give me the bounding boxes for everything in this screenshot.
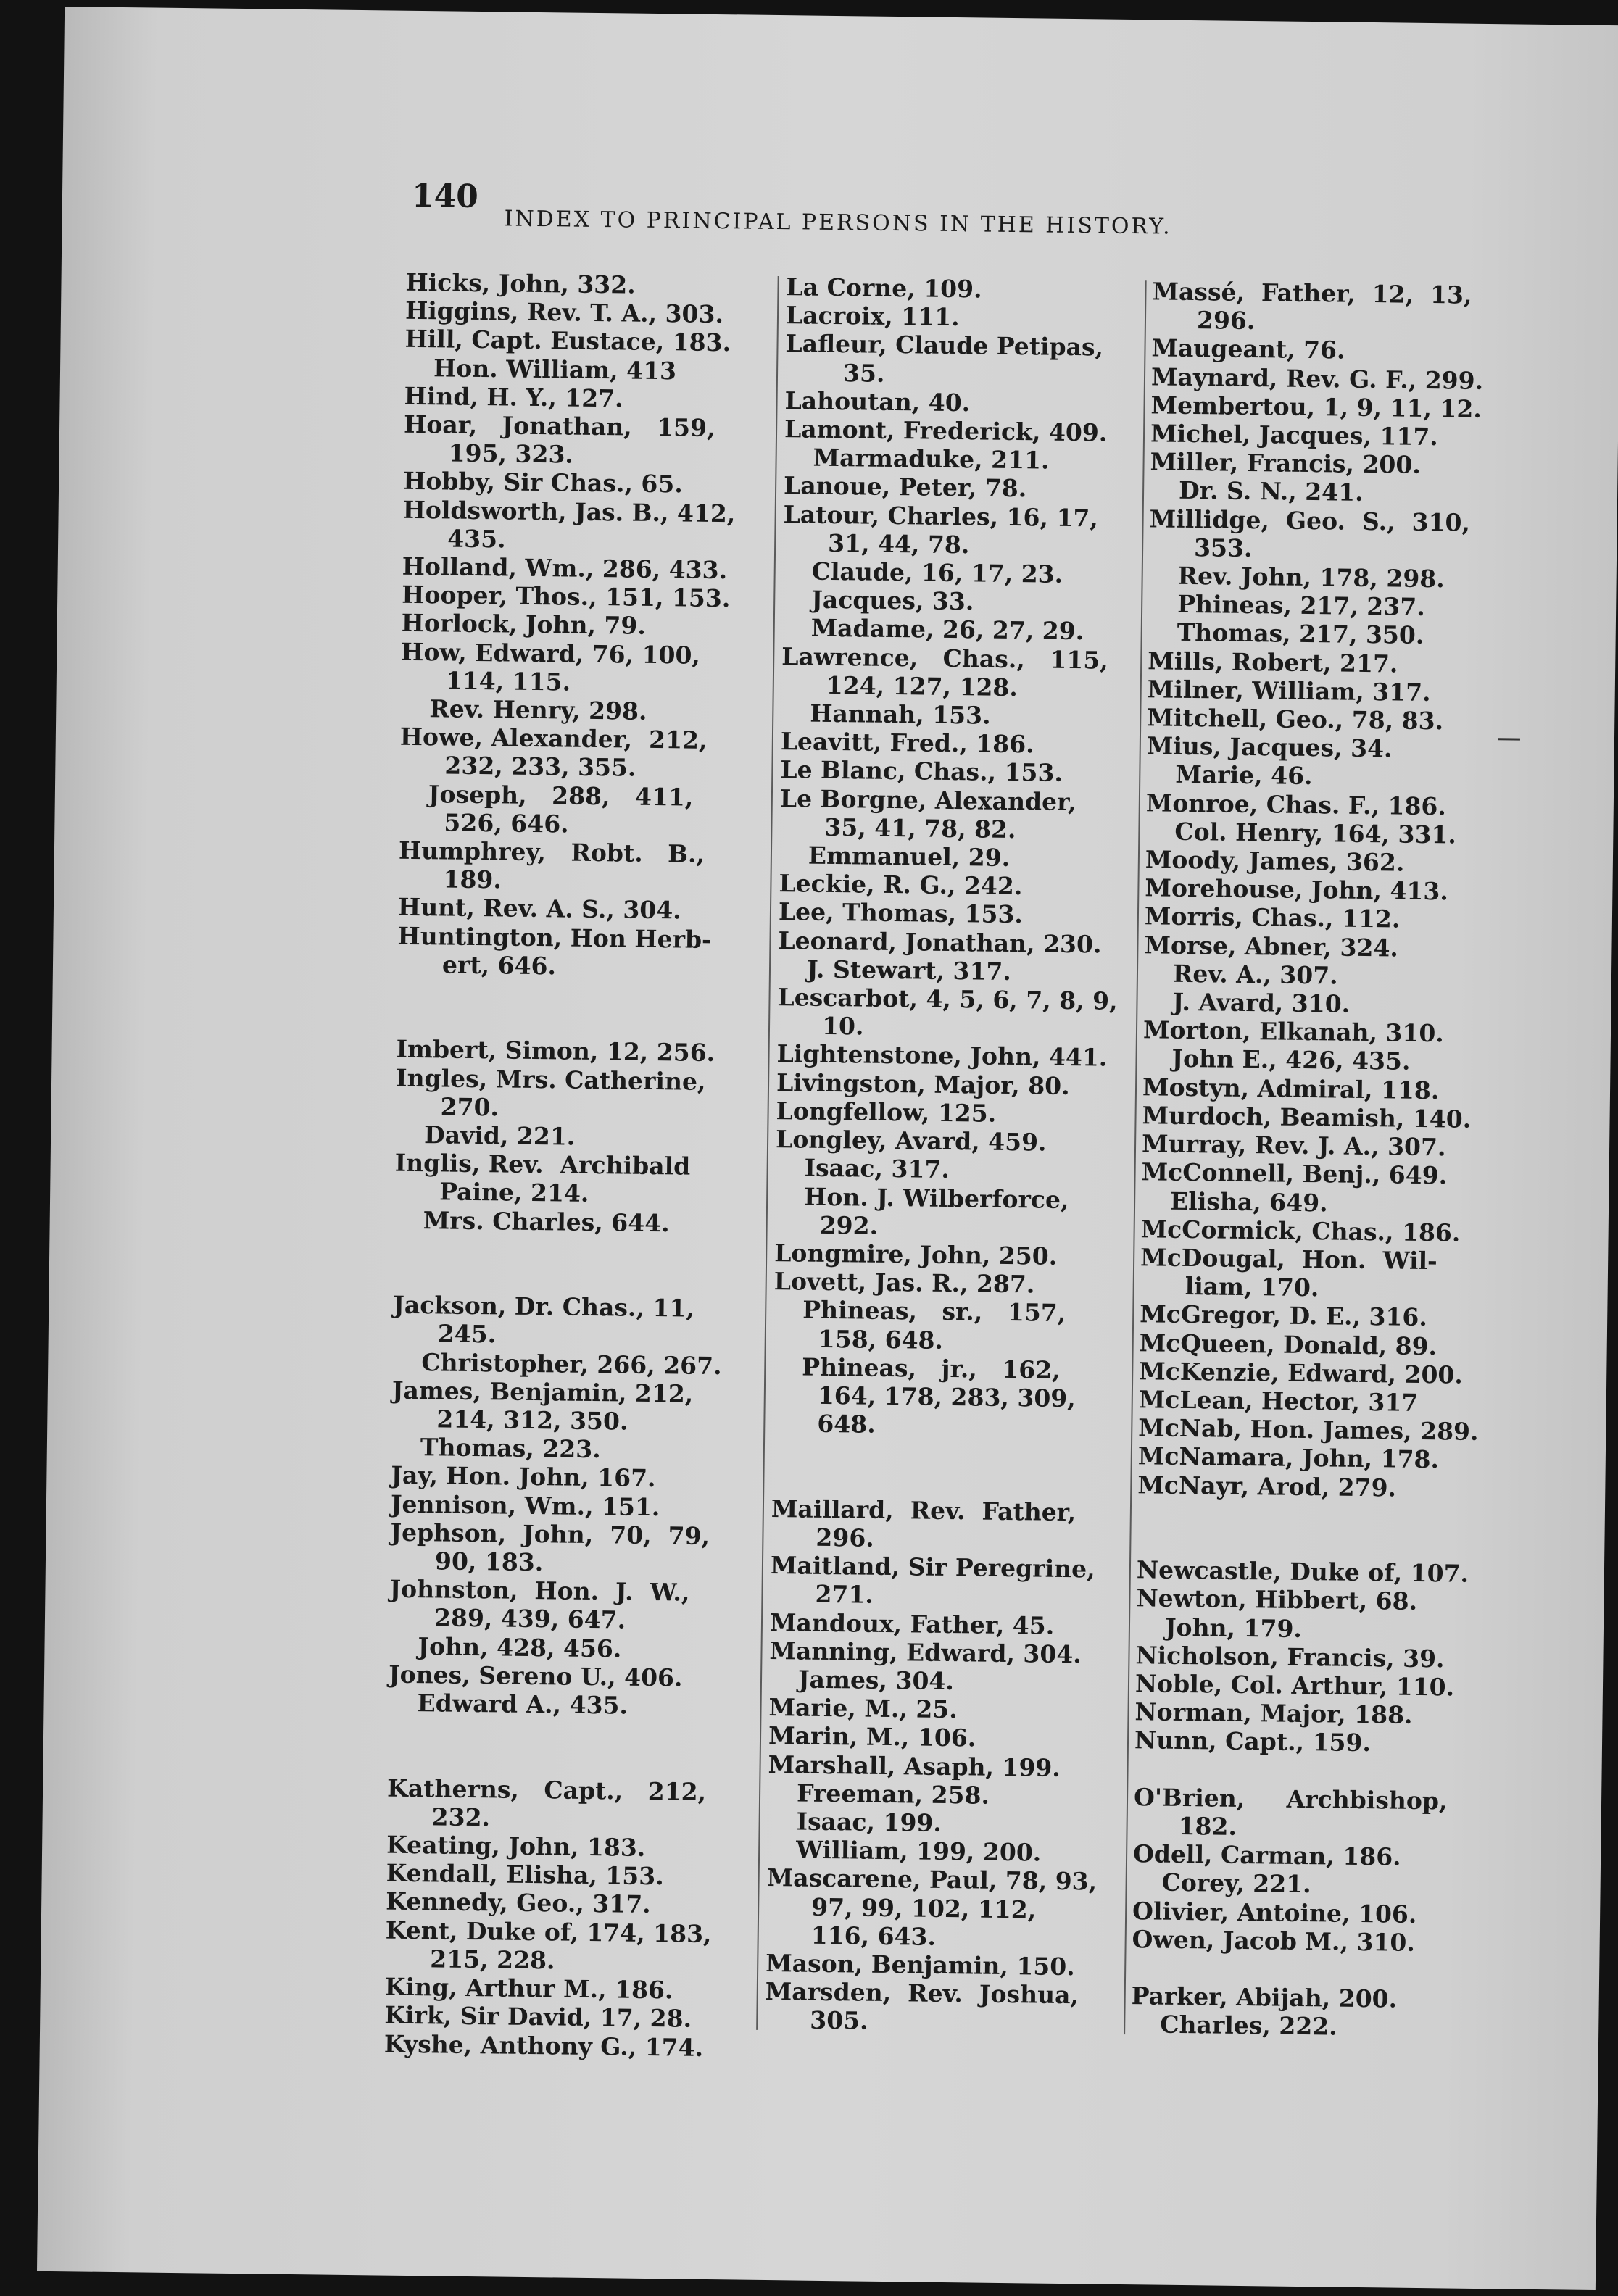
index-entry: 245. bbox=[437, 1319, 497, 1349]
index-entry: 270. bbox=[440, 1092, 499, 1122]
index-entry: 232. bbox=[431, 1802, 491, 1832]
index-entry: Hon. William, 413 bbox=[433, 353, 677, 385]
section-gap bbox=[771, 1466, 1127, 1499]
index-entry: 35, 41, 78, 82. bbox=[824, 812, 1016, 844]
index-entry: liam, 170. bbox=[1185, 1272, 1319, 1302]
index-entry: 182. bbox=[1178, 1811, 1237, 1841]
index-entry: Jacques, 33. bbox=[811, 585, 974, 616]
index-entry: Monroe, Chas. F., 186. bbox=[1145, 788, 1447, 821]
index-entry: Howe, Alexander, 212, bbox=[399, 722, 708, 755]
index-entry: Jephson, John, 70, 79, bbox=[390, 1518, 710, 1550]
index-entry: Massé, Father, 12, 13, bbox=[1152, 277, 1472, 309]
index-entry: Lovett, Jas. R., 287. bbox=[773, 1267, 1035, 1299]
index-entry: Emmanuel, 29. bbox=[808, 841, 1011, 873]
index-entry: Lafleur, Claude Petipas, bbox=[785, 329, 1104, 362]
index-entry: Hannah, 153. bbox=[810, 699, 991, 730]
index-entry: Edward A., 435. bbox=[417, 1689, 628, 1720]
index-entry: Isaac, 199. bbox=[796, 1807, 942, 1837]
index-entry: Mostyn, Admiral, 118. bbox=[1142, 1072, 1440, 1105]
index-entry: Lahoutan, 40. bbox=[784, 386, 971, 417]
index-entry: Rev. A., 307. bbox=[1172, 959, 1338, 990]
index-entry: Le Blanc, Chas., 153. bbox=[780, 755, 1063, 788]
index-entry: Manning, Edward, 304. bbox=[769, 1636, 1082, 1669]
index-entry: John, 179. bbox=[1164, 1613, 1303, 1643]
index-entry: John E., 426, 435. bbox=[1171, 1044, 1411, 1076]
index-entry: Longmire, John, 250. bbox=[773, 1238, 1058, 1270]
index-entry: Lee, Thomas, 153. bbox=[778, 897, 1024, 929]
index-entry: Latour, Charles, 16, 17, bbox=[783, 499, 1099, 533]
index-entry: Leavitt, Fred., 186. bbox=[780, 727, 1034, 759]
index-entry: 271. bbox=[815, 1580, 874, 1610]
index-entry: McNamara, John, 178. bbox=[1137, 1442, 1440, 1474]
index-entry: 648. bbox=[817, 1409, 876, 1439]
index-entry: Maillard, Rev. Father, bbox=[771, 1494, 1076, 1526]
index-entry: Morton, Elkanah, 310. bbox=[1142, 1015, 1445, 1048]
index-entry: Charles, 222. bbox=[1160, 2010, 1337, 2041]
index-entry: Joseph, 288, 411, bbox=[428, 779, 694, 812]
index-entry: Morehouse, John, 413. bbox=[1145, 873, 1449, 906]
index-entry: Ingles, Mrs. Catherine, bbox=[395, 1063, 706, 1096]
index-entry: Olivier, Antoine, 106. bbox=[1132, 1896, 1417, 1929]
index-entry: Elisha, 649. bbox=[1169, 1186, 1328, 1217]
index-entry: 90, 183. bbox=[434, 1547, 544, 1577]
index-entry: Thomas, 217, 350. bbox=[1177, 618, 1424, 650]
index-entry: Col. Henry, 164, 331. bbox=[1174, 817, 1457, 849]
index-entry: James, 304. bbox=[797, 1665, 955, 1696]
index-entry: Mius, Jacques, 34. bbox=[1146, 731, 1393, 763]
index-entry: King, Arthur M., 186. bbox=[384, 1972, 673, 2005]
index-entry: Humphrey, Robt. B., bbox=[398, 836, 705, 868]
section-gap bbox=[1137, 1527, 1499, 1560]
index-entry: J. Avard, 310. bbox=[1172, 987, 1351, 1018]
index-entry: Murray, Rev. J. A., 307. bbox=[1141, 1129, 1446, 1162]
index-entry: Norman, Major, 188. bbox=[1134, 1697, 1413, 1729]
index-entry: 435. bbox=[447, 524, 506, 554]
index-entry: Kendall, Elisha, 153. bbox=[386, 1858, 664, 1891]
index-entry: Jackson, Dr. Chas., 11, bbox=[393, 1290, 695, 1323]
index-entry: McConnell, Benj., 649. bbox=[1141, 1157, 1448, 1190]
section-gap bbox=[394, 1234, 749, 1267]
index-entry: Katherns, Capt., 212, bbox=[386, 1773, 707, 1806]
index-entry: 124, 127, 128. bbox=[826, 670, 1018, 702]
index-entry: McCormick, Chas., 186. bbox=[1140, 1214, 1461, 1247]
index-entry: Mandoux, Father, 45. bbox=[769, 1607, 1055, 1640]
index-entry: Noble, Col. Arthur, 110. bbox=[1134, 1669, 1455, 1702]
index-entry: 215, 228. bbox=[430, 1944, 555, 1975]
index-entry: Horlock, John, 79. bbox=[401, 609, 647, 641]
index-entry: 164, 178, 283, 309, bbox=[817, 1381, 1076, 1413]
index-entry: Newton, Hibbert, 68. bbox=[1136, 1584, 1418, 1616]
index-entry: Lanoue, Peter, 78. bbox=[783, 471, 1027, 503]
index-entry: Nunn, Capt., 159. bbox=[1134, 1726, 1372, 1758]
index-entry: 35. bbox=[842, 358, 885, 388]
index-entry: McNab, Hon. James, 289. bbox=[1138, 1413, 1479, 1447]
index-entry: 97, 99, 102, 112, bbox=[810, 1892, 1037, 1924]
index-entry: 31, 44, 78. bbox=[827, 528, 970, 560]
section-gap bbox=[388, 1717, 743, 1750]
index-entry: Rev. Henry, 298. bbox=[429, 694, 647, 725]
index-entry: Lescarbot, 4, 5, 6, 7, 8, 9, bbox=[777, 983, 1118, 1015]
index-entry: Marshall, Asaph, 199. bbox=[768, 1750, 1061, 1782]
book-page bbox=[37, 7, 1618, 2290]
index-entry: Hicks, John, 332. bbox=[405, 267, 636, 299]
index-entry: 305. bbox=[810, 2006, 868, 2036]
index-entry: McGregor, D. E., 316. bbox=[1140, 1299, 1428, 1332]
index-entry: Hooper, Thos., 151, 153. bbox=[402, 580, 731, 613]
index-entry: Millidge, Geo. S., 310, bbox=[1149, 504, 1471, 537]
index-entry: Phineas, 217, 237. bbox=[1177, 590, 1425, 622]
index-entry: Johnston, Hon. J. W., bbox=[389, 1574, 690, 1607]
index-entry: 292. bbox=[819, 1210, 879, 1240]
index-entry: Nicholson, Francis, 39. bbox=[1135, 1640, 1445, 1673]
page-number: 140 bbox=[411, 177, 479, 215]
index-entry: Kent, Duke of, 174, 183, bbox=[385, 1916, 712, 1948]
section-gap bbox=[397, 978, 752, 1011]
index-entry: Membertou, 1, 9, 11, 12. bbox=[1150, 391, 1482, 423]
index-entry: McKenzie, Edward, 200. bbox=[1139, 1356, 1464, 1389]
index-entry: 526, 646. bbox=[444, 808, 569, 839]
index-entry: 116, 643. bbox=[810, 1921, 937, 1951]
index-entry: Inglis, Rev. Archibald bbox=[394, 1148, 691, 1181]
section-gap bbox=[1132, 1953, 1494, 1986]
index-entry: 296. bbox=[1196, 306, 1256, 336]
index-entry: Hoar, Jonathan, 159, bbox=[403, 409, 715, 443]
index-entry: McLean, Hector, 317 bbox=[1138, 1385, 1419, 1417]
index-entry: Madame, 26, 27, 29. bbox=[810, 614, 1084, 646]
index-entry: McDougal, Hon. Wil- bbox=[1140, 1243, 1438, 1276]
index-column-2 bbox=[765, 273, 1142, 2038]
index-entry: Kirk, Sir David, 17, 28. bbox=[384, 2000, 692, 2034]
index-entry: Michel, Jacques, 117. bbox=[1150, 419, 1439, 452]
index-entry: Morse, Abner, 324. bbox=[1144, 930, 1399, 962]
index-entry: Mitchell, Geo., 78, 83. bbox=[1147, 703, 1444, 736]
index-entry: Marie, 46. bbox=[1175, 760, 1313, 791]
index-entry: 214, 312, 350. bbox=[436, 1405, 628, 1436]
index-entry: Longley, Avard, 459. bbox=[775, 1125, 1047, 1157]
index-entry: Mrs. Charles, 644. bbox=[423, 1205, 670, 1237]
index-entry: Hunt, Rev. A. S., 304. bbox=[397, 893, 681, 925]
index-entry: Maitland, Sir Peregrine, bbox=[770, 1551, 1095, 1584]
index-entry: ert, 646. bbox=[441, 950, 557, 981]
index-entry: J. Stewart, 317. bbox=[806, 954, 1012, 986]
index-entry: Hind, H. Y., 127. bbox=[404, 381, 623, 413]
index-column-1 bbox=[384, 268, 761, 2063]
index-entry: Phineas, jr., 162, bbox=[802, 1352, 1061, 1384]
index-entry: Maynard, Rev. G. F., 299. bbox=[1150, 362, 1484, 395]
index-entry: Parker, Abijah, 200. bbox=[1131, 1981, 1398, 2013]
section-gap bbox=[394, 1263, 749, 1295]
index-entry: Holdsworth, Jas. B., 412, bbox=[402, 495, 736, 528]
index-entry: Claude, 16, 17, 23. bbox=[811, 557, 1063, 588]
index-entry: Le Borgne, Alexander, bbox=[779, 783, 1076, 816]
index-entry: 114, 115. bbox=[445, 666, 571, 696]
index-entry: McQueen, Donald, 89. bbox=[1139, 1328, 1437, 1360]
index-entry: Keating, John, 183. bbox=[386, 1830, 646, 1863]
index-entry: Newcastle, Duke of, 107. bbox=[1136, 1555, 1469, 1588]
index-entry: Huntington, Hon Herb- bbox=[397, 921, 712, 954]
index-entry: Hon. J. Wilberforce, bbox=[803, 1182, 1069, 1214]
index-entry: Isaac, 317. bbox=[804, 1153, 950, 1184]
index-entry: Paine, 214. bbox=[439, 1177, 589, 1208]
index-entry: Moody, James, 362. bbox=[1145, 845, 1405, 877]
index-entry: 353. bbox=[1193, 533, 1253, 562]
index-entry: Phineas, sr., 157, bbox=[802, 1295, 1066, 1328]
index-entry: Maugeant, 76. bbox=[1151, 333, 1345, 365]
index-entry: Odell, Carman, 186. bbox=[1132, 1839, 1401, 1871]
index-entry: Leckie, R. G., 242. bbox=[779, 869, 1023, 901]
index-entry: O'Brien, Archbishop, bbox=[1133, 1782, 1448, 1815]
index-entry: Jennison, Wm., 151. bbox=[390, 1489, 660, 1521]
margin-mark bbox=[1498, 738, 1520, 740]
index-entry: Milner, William, 317. bbox=[1147, 675, 1431, 707]
index-entry: James, Benjamin, 212, bbox=[391, 1376, 694, 1408]
index-entry: McNayr, Arod, 279. bbox=[1137, 1470, 1397, 1502]
index-entry: Imbert, Simon, 12, 256. bbox=[396, 1035, 715, 1068]
index-entry: David, 221. bbox=[423, 1120, 576, 1151]
section-gap bbox=[387, 1745, 742, 1778]
index-entry: Corey, 221. bbox=[1161, 1868, 1311, 1899]
index-entry: Marsden, Rev. Joshua, bbox=[765, 1977, 1079, 2010]
index-entry: 289, 439, 647. bbox=[433, 1603, 626, 1635]
index-entry: 195, 323. bbox=[448, 438, 574, 469]
index-entry: Miller, Francis, 200. bbox=[1150, 447, 1422, 480]
index-column-3 bbox=[1131, 277, 1515, 2042]
index-entry: Livingston, Major, 80. bbox=[776, 1068, 1070, 1100]
index-entry: How, Edward, 76, 100, bbox=[401, 637, 701, 670]
index-entry: Leonard, Jonathan, 230. bbox=[778, 926, 1102, 959]
index-entry: Mason, Benjamin, 150. bbox=[766, 1948, 1075, 1981]
index-entry: Marie, M., 25. bbox=[768, 1693, 958, 1724]
index-entry: Marin, M., 106. bbox=[768, 1721, 976, 1752]
index-entry: Lacroix, 111. bbox=[785, 301, 960, 332]
index-entry: Morris, Chas., 112. bbox=[1144, 902, 1401, 934]
index-entry: Lamont, Frederick, 409. bbox=[784, 415, 1108, 447]
index-entry: Murdoch, Beamish, 140. bbox=[1142, 1101, 1472, 1134]
index-entry: Lightenstone, John, 441. bbox=[776, 1039, 1108, 1073]
index-entry: Owen, Jacob M., 310. bbox=[1132, 1924, 1416, 1957]
section-gap bbox=[1134, 1755, 1496, 1787]
index-entry: Jay, Hon. John, 167. bbox=[391, 1461, 656, 1493]
index-entry: Dr. S. N., 241. bbox=[1178, 476, 1364, 507]
running-head: INDEX TO PRINCIPAL PERSONS IN THE HISTORY. bbox=[504, 206, 1172, 240]
index-entry: Christopher, 266, 267. bbox=[421, 1347, 722, 1380]
index-entry: Mills, Robert, 217. bbox=[1148, 646, 1398, 678]
index-entry: Kennedy, Geo., 317. bbox=[386, 1887, 651, 1919]
index-entry: Hobby, Sir Chas., 65. bbox=[402, 467, 684, 499]
section-gap bbox=[772, 1437, 1127, 1470]
index-entry: La Corne, 109. bbox=[786, 273, 982, 304]
index-entry: William, 199, 200. bbox=[795, 1835, 1042, 1867]
index-entry: John, 428, 456. bbox=[418, 1631, 622, 1663]
index-entry: Jones, Sereno U., 406. bbox=[388, 1660, 683, 1692]
index-entry: 189. bbox=[443, 865, 502, 894]
index-entry: Freeman, 258. bbox=[796, 1779, 990, 1810]
index-entry: Hill, Capt. Eustace, 183. bbox=[404, 325, 731, 357]
index-entry: Kyshe, Anthony G., 174. bbox=[383, 2029, 704, 2062]
index-entry: 232, 233, 355. bbox=[444, 751, 636, 783]
index-entry: 296. bbox=[816, 1523, 875, 1552]
page-content bbox=[37, 7, 1618, 2290]
section-gap bbox=[397, 1007, 752, 1039]
index-entry: Thomas, 223. bbox=[420, 1433, 601, 1464]
index-entry: Holland, Wm., 286, 433. bbox=[402, 552, 728, 585]
index-entry: 158, 648. bbox=[818, 1324, 944, 1355]
index-entry: Marmaduke, 211. bbox=[813, 443, 1050, 475]
section-gap bbox=[1137, 1499, 1500, 1531]
index-entry: Rev. John, 178, 298. bbox=[1177, 561, 1445, 594]
index-entry: Longfellow, 125. bbox=[776, 1096, 997, 1128]
index-entry: 10. bbox=[821, 1012, 864, 1041]
index-entry: Mascarene, Paul, 78, 93, bbox=[766, 1863, 1098, 1896]
index-entry: Lawrence, Chas., 115, bbox=[781, 641, 1108, 675]
index-entry: Higgins, Rev. T. A., 303. bbox=[404, 296, 724, 329]
